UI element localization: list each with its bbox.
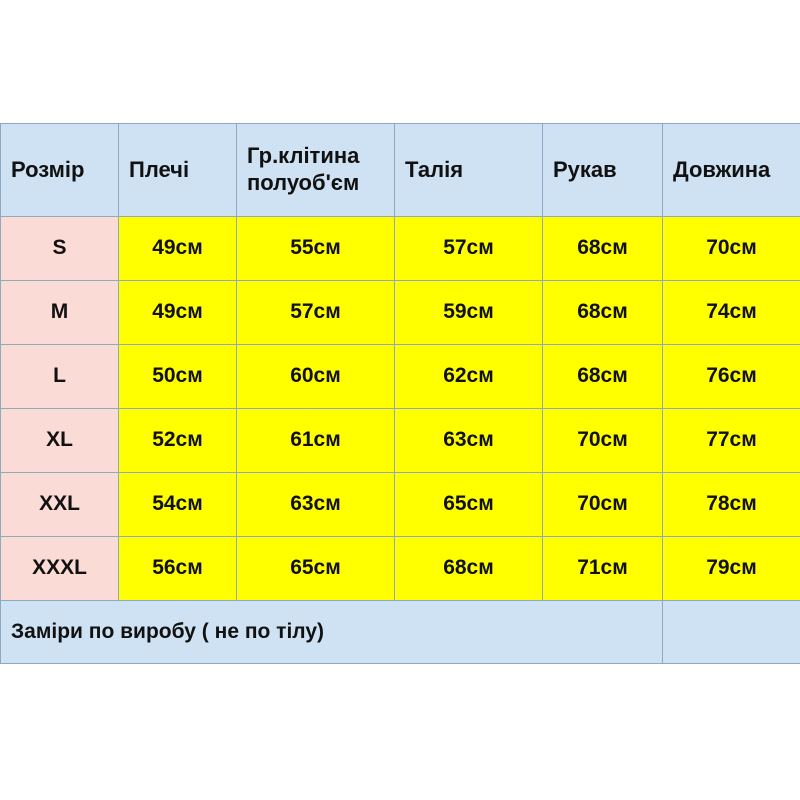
cell-size: M [1,281,119,345]
table-row [1,345,800,409]
column-header-chest-line1: Гр.клітина [247,143,360,169]
cell-length: 79см [663,537,800,601]
cell-size: L [1,345,119,409]
column-header-shoulders: Плечі [119,124,237,217]
size-table [0,123,800,664]
cell-chest: 63см [237,473,395,537]
cell-shoulders: 52см [119,409,237,473]
cell-length: 76см [663,345,800,409]
table-row [1,217,800,281]
cell-size: XL [1,409,119,473]
cell-shoulders: 56см [119,537,237,601]
column-header-chest-line2: полуоб'єм [247,170,360,195]
column-header-chest [237,124,395,217]
column-header-length: Довжина [663,124,800,217]
cell-shoulders: 49см [119,281,237,345]
cell-chest: 55см [237,217,395,281]
cell-shoulders: 54см [119,473,237,537]
cell-sleeve: 71см [543,537,663,601]
footer-note: Заміри по виробу ( не по тілу) [1,601,663,664]
cell-sleeve: 68см [543,345,663,409]
table-row [1,473,800,537]
column-header-sleeve: Рукав [543,124,663,217]
cell-size: XXL [1,473,119,537]
cell-sleeve: 70см [543,409,663,473]
cell-size: XXXL [1,537,119,601]
cell-length: 78см [663,473,800,537]
column-header-waist: Талія [395,124,543,217]
cell-waist: 59см [395,281,543,345]
cell-waist: 65см [395,473,543,537]
cell-chest: 60см [237,345,395,409]
cell-chest: 65см [237,537,395,601]
cell-waist: 63см [395,409,543,473]
cell-length: 74см [663,281,800,345]
cell-waist: 57см [395,217,543,281]
table-row [1,409,800,473]
cell-shoulders: 49см [119,217,237,281]
cell-waist: 62см [395,345,543,409]
cell-length: 77см [663,409,800,473]
size-chart-sheet [0,123,800,677]
cell-waist: 68см [395,537,543,601]
footer-empty-cell [663,601,800,664]
cell-sleeve: 70см [543,473,663,537]
table-row [1,281,800,345]
table-header-row [1,124,800,217]
cell-sleeve: 68см [543,217,663,281]
table-row [1,537,800,601]
column-header-size: Розмір [1,124,119,217]
cell-chest: 61см [237,409,395,473]
cell-length: 70см [663,217,800,281]
table-footer-row [1,601,800,664]
cell-chest: 57см [237,281,395,345]
cell-size: S [1,217,119,281]
cell-sleeve: 68см [543,281,663,345]
cell-shoulders: 50см [119,345,237,409]
